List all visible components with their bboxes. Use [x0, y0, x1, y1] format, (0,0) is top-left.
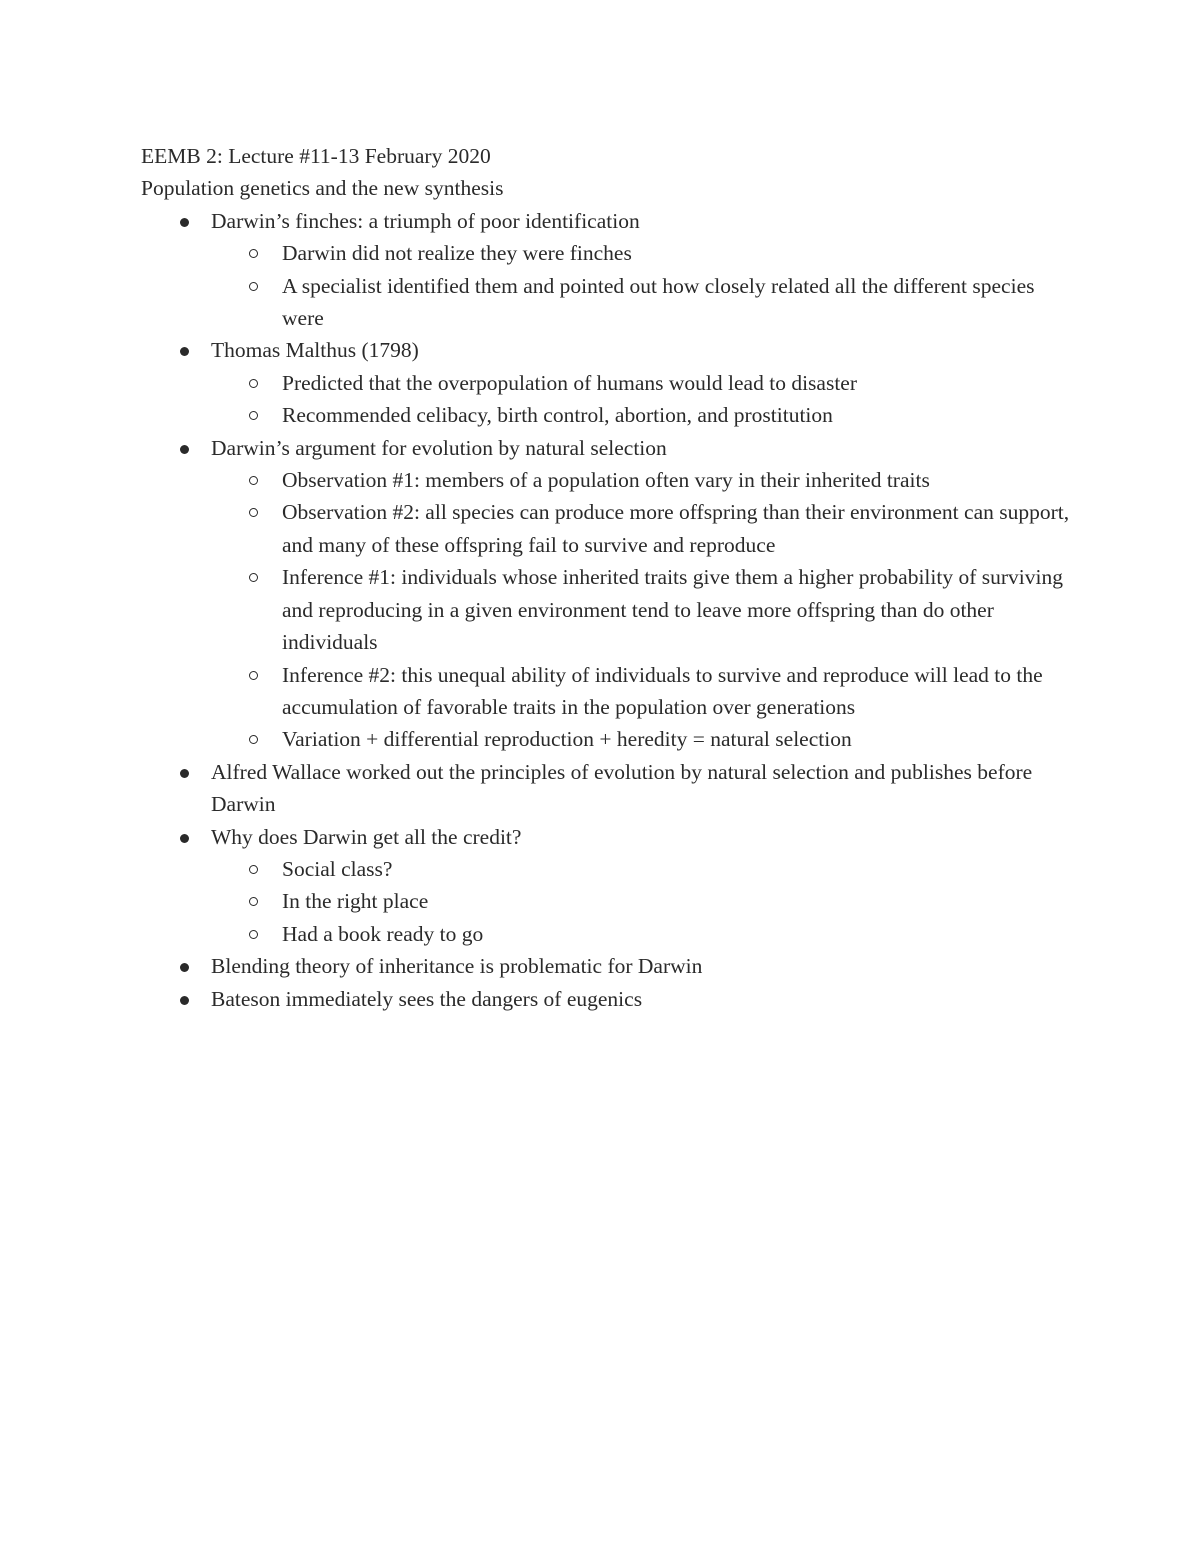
list-item — [141, 756, 1071, 821]
filled-bullet-icon — [180, 769, 189, 778]
hollow-bullet-icon — [249, 282, 258, 291]
sub-list-item-text: Had a book ready to go — [282, 921, 484, 946]
sub-list-item-text: Observation #2: all species can produce more offspring than their environment can support, and many of these offspring fail to survive and reproduce — [282, 500, 1070, 557]
list-item-text: Alfred Wallace worked out the principles of evolution by natural selection and publishes before Darwin — [211, 759, 1033, 817]
list-item-text: Darwin’s finches: a triumph of poor identification — [211, 208, 640, 233]
list-item-text: Why does Darwin get all the credit? — [211, 824, 522, 849]
sub-list-item — [211, 723, 1071, 755]
filled-bullet-icon — [180, 963, 189, 972]
hollow-bullet-icon — [249, 411, 258, 420]
list-item-text: Bateson immediately sees the dangers of eugenics — [211, 986, 643, 1011]
sub-list-item — [211, 885, 1071, 917]
sub-bullet-list — [211, 237, 1071, 334]
list-item-text: Blending theory of inheritance is problematic for Darwin — [211, 954, 703, 979]
sub-list-item-text: Predicted that the overpopulation of humans would lead to disaster — [282, 370, 857, 395]
sub-bullet-list — [211, 367, 1071, 432]
bullet-list — [141, 205, 1071, 1015]
sub-list-item-text: Social class? — [282, 856, 393, 881]
sub-list-item — [211, 659, 1071, 724]
sub-list-item-text: Variation + differential reproduction + heredity = natural selection — [282, 727, 852, 752]
sub-list-item-text: In the right place — [282, 889, 429, 914]
hollow-bullet-icon — [249, 897, 258, 906]
hollow-bullet-icon — [249, 249, 258, 258]
sub-bullet-list — [211, 464, 1071, 756]
document-header: EEMB 2: Lecture #11-13 February 2020 — [141, 144, 491, 168]
sub-list-item-text: Darwin did not realize they were finches — [282, 241, 632, 266]
filled-bullet-icon — [180, 834, 189, 843]
hollow-bullet-icon — [249, 379, 258, 388]
list-item-text: Thomas Malthus (1798) — [211, 338, 419, 363]
sub-bullet-list — [211, 853, 1071, 950]
list-item — [141, 983, 1071, 1015]
sub-list-item — [211, 270, 1071, 335]
sub-list-item — [211, 237, 1071, 269]
hollow-bullet-icon — [249, 671, 258, 680]
hollow-bullet-icon — [249, 508, 258, 517]
sub-list-item — [211, 918, 1071, 950]
sub-list-item — [211, 399, 1071, 431]
filled-bullet-icon — [180, 218, 189, 227]
document-subheader: Population genetics and the new synthesis — [141, 176, 504, 201]
sub-list-item — [211, 496, 1071, 561]
hollow-bullet-icon — [249, 476, 258, 485]
list-item — [141, 821, 1071, 951]
list-item — [141, 205, 1071, 335]
hollow-bullet-icon — [249, 735, 258, 744]
sub-list-item-text: Inference #2: this unequal ability of individuals to survive and reproduce will lead to the accumulation of favorable traits in the population over generations — [282, 662, 1043, 719]
filled-bullet-icon — [180, 996, 189, 1005]
sub-list-item-text: Recommended celibacy, birth control, abortion, and prostitution — [282, 403, 833, 428]
document-body — [141, 140, 1071, 1015]
sub-list-item — [211, 367, 1071, 399]
sub-list-item-text: Observation #1: members of a population often vary in their inherited traits — [282, 468, 930, 493]
hollow-bullet-icon — [249, 930, 258, 939]
sub-list-item-text: Inference #1: individuals whose inherited traits give them a higher probability of surviving and reproducing in a given environment tend to leave more offspring than do other individuals — [282, 565, 1063, 655]
sub-list-item — [211, 464, 1071, 496]
list-item — [141, 334, 1071, 431]
sub-list-item — [211, 853, 1071, 885]
list-item-text: Darwin’s argument for evolution by natural selection — [211, 435, 667, 460]
sub-list-item-text: A specialist identified them and pointed out how closely related all the different species were — [282, 273, 1035, 331]
list-item — [141, 432, 1071, 756]
hollow-bullet-icon — [249, 865, 258, 874]
filled-bullet-icon — [180, 347, 189, 356]
filled-bullet-icon — [180, 445, 189, 454]
sub-list-item — [211, 561, 1071, 658]
hollow-bullet-icon — [249, 573, 258, 582]
list-item — [141, 950, 1071, 982]
